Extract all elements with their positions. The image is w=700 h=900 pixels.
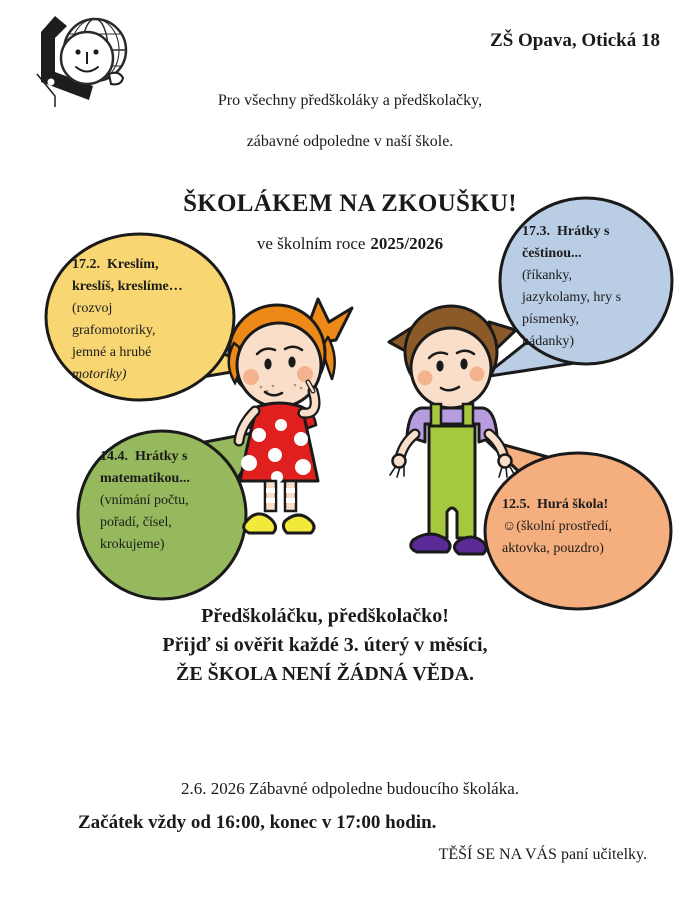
page-title: ŠKOLÁKEM NA ZKOUŠKU!: [183, 190, 517, 217]
bubble-line: pořadí, čísel,: [100, 515, 172, 530]
bubble-line: (rozvoj: [72, 301, 113, 316]
bubble-line: 17.2. Kreslím,: [72, 257, 159, 272]
bubble-line: aktovka, pouzdro): [502, 541, 604, 556]
bubble-line: grafomotoriky,: [72, 323, 156, 338]
signoff-caps: TĚŠÍ SE NA VÁS: [438, 846, 557, 863]
event-date-line: 2.6. 2026 Zábavné odpoledne budoucího školáka.: [180, 779, 520, 798]
bubble-line: (říkanky,: [522, 268, 573, 283]
intro-line-1: Pro všechny předškoláky a předškolačky,: [217, 92, 483, 109]
bubble-line: jazykolamy, hry s: [522, 290, 622, 305]
invitation-line-3: ŽE ŠKOLA NENÍ ŽÁDNÁ VĚDA.: [175, 663, 475, 685]
bubble-line: jemné a hrubé: [72, 345, 152, 360]
signoff-line: [439, 846, 647, 864]
subtitle-prefix: ve školním roce: [256, 234, 366, 253]
bubble-text: [502, 494, 667, 560]
bubble-line: krokujeme): [100, 537, 165, 552]
bubble-line: češtinou...: [522, 246, 582, 261]
bubble-line: ☺(školní prostředí,: [502, 519, 612, 534]
bubble-text: [72, 254, 217, 386]
bubble-line: (vnímání počtu,: [100, 493, 189, 508]
girl-illustration: [215, 295, 360, 550]
bubble-line: písmenky,: [522, 312, 580, 327]
bubble-line: 12.5. Hurá škola!: [502, 497, 609, 512]
signoff-rest: paní učitelky.: [556, 846, 647, 863]
bubble-line: matematikou...: [100, 471, 190, 486]
bubble-line: 17.3. Hrátky s: [522, 224, 610, 239]
bubble-line: kreslíš, kreslíme…: [72, 279, 183, 294]
invitation-line-1: Předškoláčku, předškolačko!: [201, 605, 449, 627]
invitation-block: [0, 602, 650, 689]
school-name: ZŠ Opava, Otická 18: [490, 30, 660, 51]
subtitle-year: 2025/2026: [370, 234, 444, 253]
bubble-line: hádanky): [522, 334, 575, 349]
invitation-line-2: Přijď si ověřit každé 3. úterý v měsíci,: [162, 634, 488, 656]
intro-line-2: zábavné odpoledne v naší škole.: [246, 133, 454, 150]
bubble-line: 14.4. Hrátky s: [100, 449, 188, 464]
bubble-line: motoriky): [72, 367, 127, 382]
time-line: Začátek vždy od 16:00, konec v 17:00 hodin.: [78, 812, 437, 833]
boy-illustration: [385, 300, 520, 570]
bubble-text: [522, 221, 672, 353]
